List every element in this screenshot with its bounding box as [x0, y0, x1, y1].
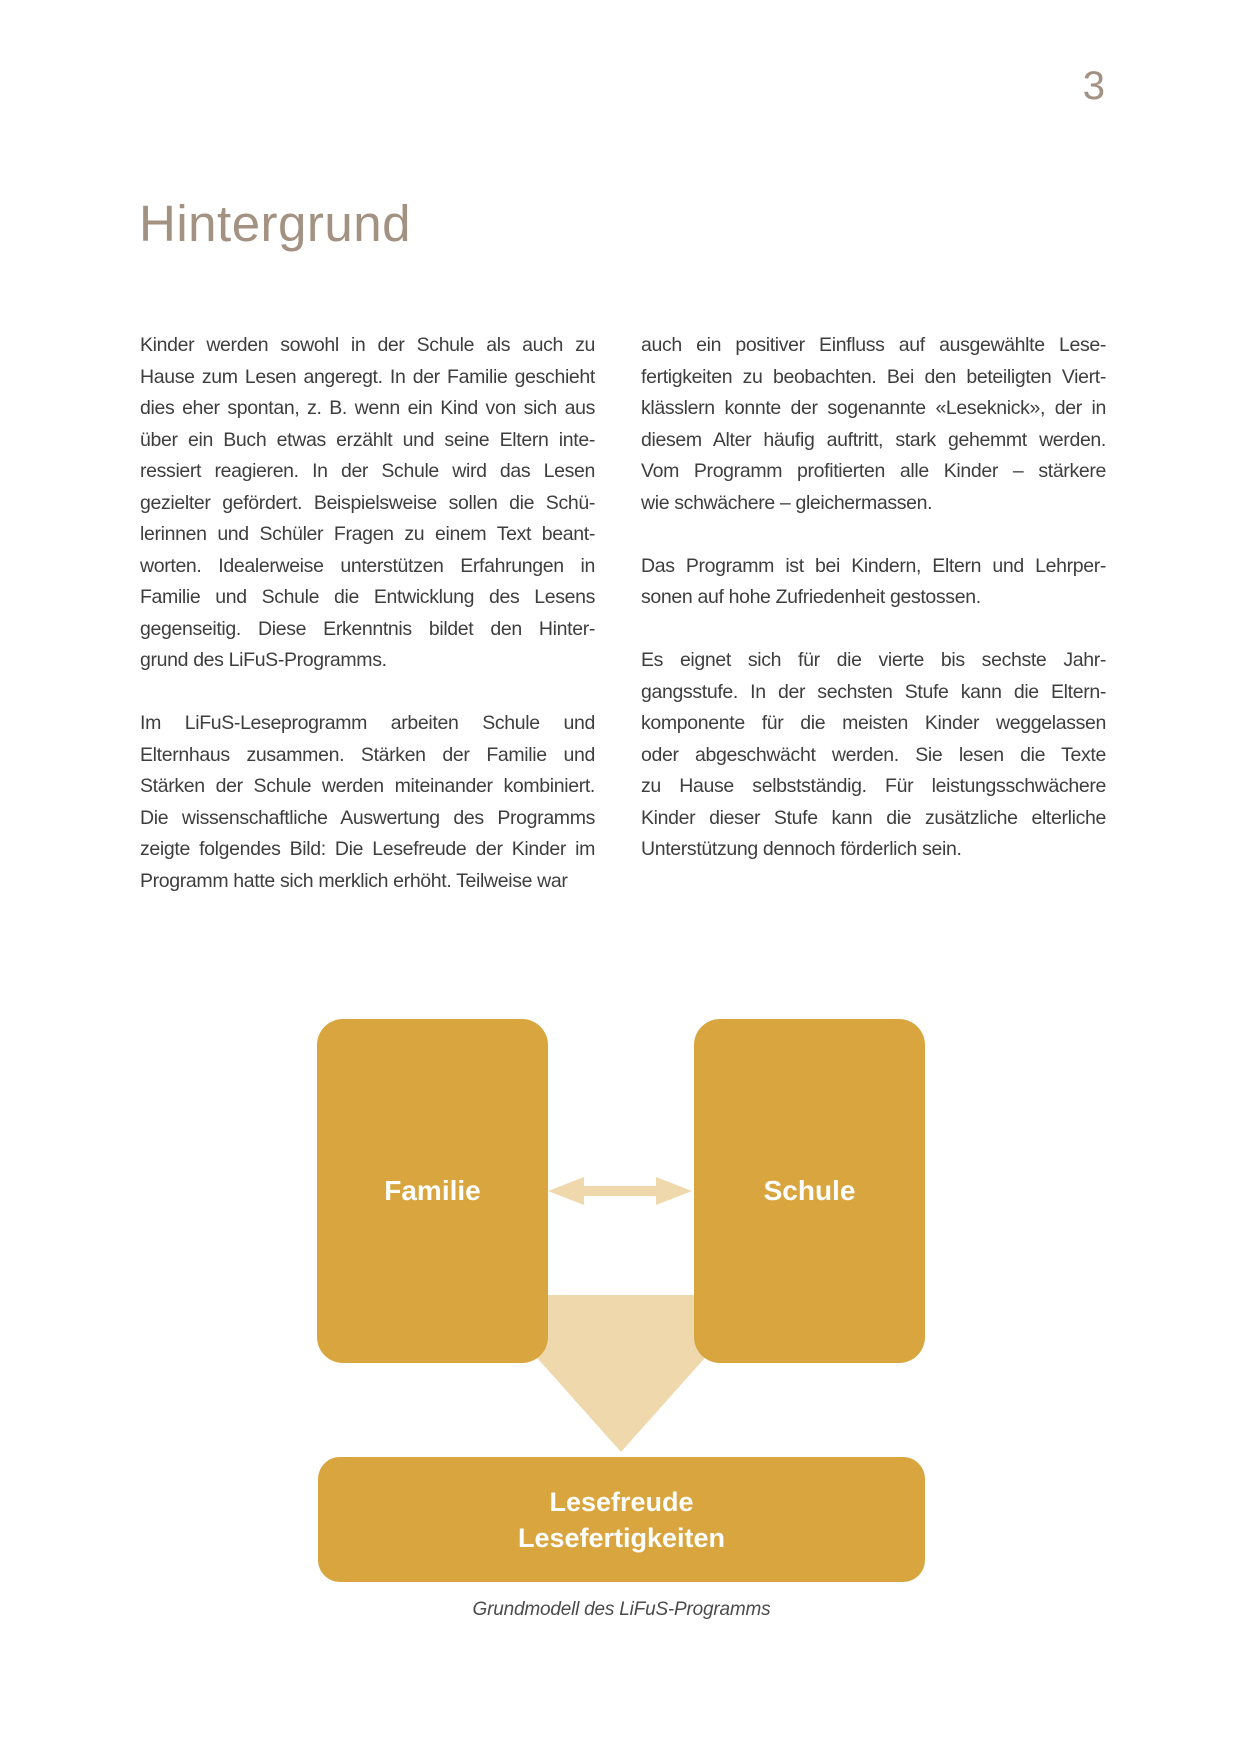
school-box-label: Schule: [763, 1175, 856, 1206]
text-line: Unterstützung dennoch förderlich sein.: [641, 838, 962, 860]
text-line: grund des LiFuS-Programms.: [140, 649, 387, 671]
text-line: komponente für die meisten Kinder weggelassen: [641, 712, 1106, 734]
text-line: klässlern konnte der sogenannte «Leseknick», der in: [641, 397, 1106, 419]
text-line: sonen auf hohe Zufriedenheit gestossen.: [641, 586, 981, 608]
text-line: Das Programm ist bei Kindern, Eltern und Lehrper-: [641, 554, 1106, 577]
text-line: Familie und Schule die Entwicklung des Lesens: [140, 586, 595, 608]
diagram-outcome-box: [318, 1457, 925, 1582]
paragraph: [641, 645, 1106, 866]
text-line: lerinnen und Schüler Fragen zu einem Text beant-: [140, 523, 595, 545]
text-line: Hause zum Lesen angeregt. In der Familie geschieht: [140, 365, 595, 388]
outcome-label-line1: Lesefreude: [549, 1486, 694, 1517]
text-column-right: [641, 330, 1106, 897]
text-line: gezielter gefördert. Beispielsweise sollen die Schü-: [140, 491, 595, 514]
text-line: Programm hatte sich merklich erhöht. Teilweise war: [140, 869, 568, 892]
text-line: Elternhaus zusammen. Stärken der Familie und: [140, 743, 595, 766]
paragraph: [140, 330, 595, 677]
paragraph: [641, 330, 1106, 519]
double-headed-arrow-icon: [548, 1177, 692, 1205]
text-line: Die wissenschaftliche Auswertung des Programms: [140, 806, 595, 829]
text-line: Es eignet sich für die vierte bis sechste Jahr-: [641, 649, 1106, 671]
text-line: dies eher spontan, z. B. wenn ein Kind von sich aus: [140, 397, 595, 419]
text-line: Kinder dieser Stufe kann die zusätzliche elterliche: [641, 806, 1106, 829]
text-line: auch ein positiver Einfluss auf ausgewählte Lese-: [641, 334, 1106, 356]
family-box-label: Familie: [384, 1175, 481, 1206]
text-line: zu Hause selbstständig. Für leistungsschwächere: [641, 775, 1106, 797]
page-title: Hintergrund: [139, 195, 411, 252]
text-line: wie schwächere – gleichermassen.: [641, 491, 933, 514]
text-line: Stärken der Schule werden miteinander kombiniert.: [140, 775, 595, 797]
text-line: Im LiFuS-Leseprogramm arbeiten Schule und: [140, 712, 595, 734]
text-line: diesem Alter häufig auftritt, stark gehemmt werden.: [641, 428, 1106, 451]
page-number: 3: [1082, 64, 1105, 108]
paragraph: [140, 708, 595, 897]
paragraph: [641, 551, 1106, 614]
body-text-columns: [140, 330, 1106, 897]
outcome-label-line2: Lesefertigkeiten: [517, 1522, 726, 1553]
text-line: oder abgeschwächt werden. Sie lesen die Texte: [641, 743, 1106, 766]
text-line: über ein Buch etwas erzählt und seine Eltern inte-: [140, 428, 595, 451]
text-line: gangsstufe. In der sechsten Stufe kann die Eltern-: [641, 680, 1106, 703]
text-line: ressiert reagieren. In der Schule wird das Lesen: [140, 460, 595, 482]
diagram-school-box: [694, 1019, 925, 1363]
diagram-family-box: [317, 1019, 548, 1363]
text-line: gegenseitig. Diese Erkenntnis bildet den Hinter-: [140, 617, 595, 640]
text-line: Kinder werden sowohl in der Schule als auch zu: [140, 334, 595, 356]
text-line: worten. Idealerweise unterstützen Erfahrungen in: [140, 554, 595, 577]
text-line: fertigkeiten zu beobachten. Bei den beteiligten Viert-: [641, 365, 1106, 388]
text-column-left: [140, 330, 595, 897]
text-line: zeigte folgendes Bild: Die Lesefreude der Kinder im: [140, 838, 595, 860]
diagram-caption: Grundmodell des LiFuS-Programms: [472, 1599, 771, 1620]
text-line: Vom Programm profitierten alle Kinder – stärkere: [641, 460, 1106, 482]
